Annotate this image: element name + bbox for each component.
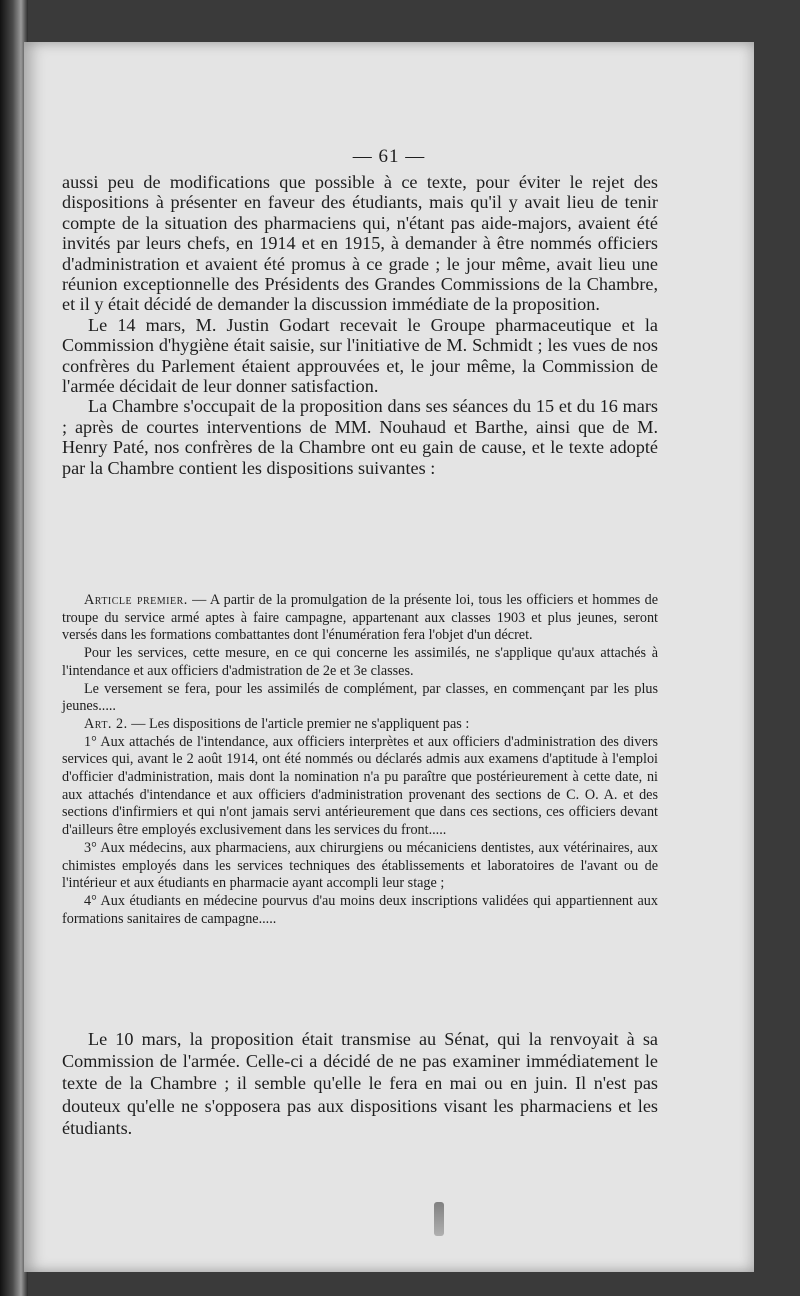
article-1-paragraph-2: Pour les services, cette mesure, en ce qui concerne les assimilés, ne s'applique qu'aux attachés à l'intendance et aux officiers d'admistration de 2e et 3e classes. <box>62 645 658 679</box>
page-number: — 61 — <box>352 146 426 167</box>
article-2-item-3: 3° Aux médecins, aux pharmaciens, aux chirurgiens ou mécaniciens dentistes, aux vétérinaires, aux chimistes employés dans les services techniques des établissements et laboratoires de l'avant ou de l'intérieur et aux étudiants en pharmacie ayant accompli leur stage ; <box>62 839 658 892</box>
main-text <box>62 172 658 478</box>
article-2-heading: Art. 2. <box>84 715 128 732</box>
paragraph-3: La Chambre s'occupait de la proposition dans ses séances du 15 et du 16 mars ; après de courtes interventions de MM. Nouhaud et Barthe, ainsi que de M. Henry Paté, nos confrères de la Chambre ont eu gain de cause, et le texte adopté par la Chambre contient les dispositions suivantes : <box>62 396 658 478</box>
article-2-item-4: 4° Aux étudiants en médecine pourvus d'au moins deux inscriptions validées qui appartiennent aux formations sanitaires de campagne..... <box>62 892 658 927</box>
book-page <box>24 42 754 1272</box>
article-2 <box>62 716 658 734</box>
quoted-law-text <box>62 592 658 928</box>
article-1 <box>62 592 658 645</box>
article-2-text: — Les dispositions de l'article premier ne s'appliquent pas : <box>127 715 470 732</box>
article-1-paragraph-3: Le versement se fera, pour les assimilés de complément, par classes, en commençant par les plus jeunes..... <box>62 680 658 715</box>
article-2-item-1: 1° Aux attachés de l'intendance, aux officiers interprètes et aux officiers d'administration des divers services qui, avant le 2 août 1914, ont été nommés ou déclarés admis aux examens d'aptitude à l'emploi d'officier d'administration, mais dont la nomination n'a pu paraître que postérieurement à cette date, ni aux attachés d'intendance et aux officiers d'administration provenant des sections de C. O. A. et des sections d'infirmiers et qui n'ont jamais servi antérieurement que dans ces sections, ces officiers devant d'ailleurs être employés exclusivement dans les services du front..... <box>62 733 658 839</box>
ink-blot <box>434 1202 444 1236</box>
article-1-text: — A partir de la promulgation de la présente loi, tous les officiers et hommes de troupe du service armé aptes à faire campagne, appartenant aux classes 1903 et plus jeunes, seront versés dans les formations combattantes dont l'énumération fera l'objet d'un décret. <box>62 592 658 644</box>
paragraph-1: aussi peu de modifications que possible à ce texte, pour éviter le rejet des dispositions à présenter en faveur des étudiants, mais qu'il y avait lieu de tenir compte de la situation des pharmaciens qui, n'étant pas aide-majors, avaient été invités par leurs chefs, en 1914 et en 1915, à demander à être nommés officiers d'administration et avaient été promus à ce grade ; le jour même, avait lieu une réunion exceptionnelle des Présidents des Grandes Commissions de la Chambre, et il y était décidé de demander la discussion immédiate de la proposition. <box>62 172 658 315</box>
closing-text <box>62 1028 658 1139</box>
article-1-heading: Article premier. <box>84 592 188 608</box>
paragraph-2: Le 14 mars, M. Justin Godart recevait le Groupe pharmaceutique et la Commission d'hygiène était saisie, sur l'initiative de M. Schmidt ; les vues de nos confrères du Parlement étaient approuvées et, le jour même, la Commission de l'armée décidait de leur donner satisfaction. <box>62 314 658 397</box>
closing-paragraph: Le 10 mars, la proposition était transmise au Sénat, qui la renvoyait à sa Commission de l'armée. Celle-ci a décidé de ne pas examiner immédiatement le texte de la Chambre ; il semble qu'elle le fera en mai ou en juin. Il n'est pas douteux qu'elle ne s'opposera pas aux dispositions visant les pharmaciens et les étudiants. <box>62 1029 658 1138</box>
